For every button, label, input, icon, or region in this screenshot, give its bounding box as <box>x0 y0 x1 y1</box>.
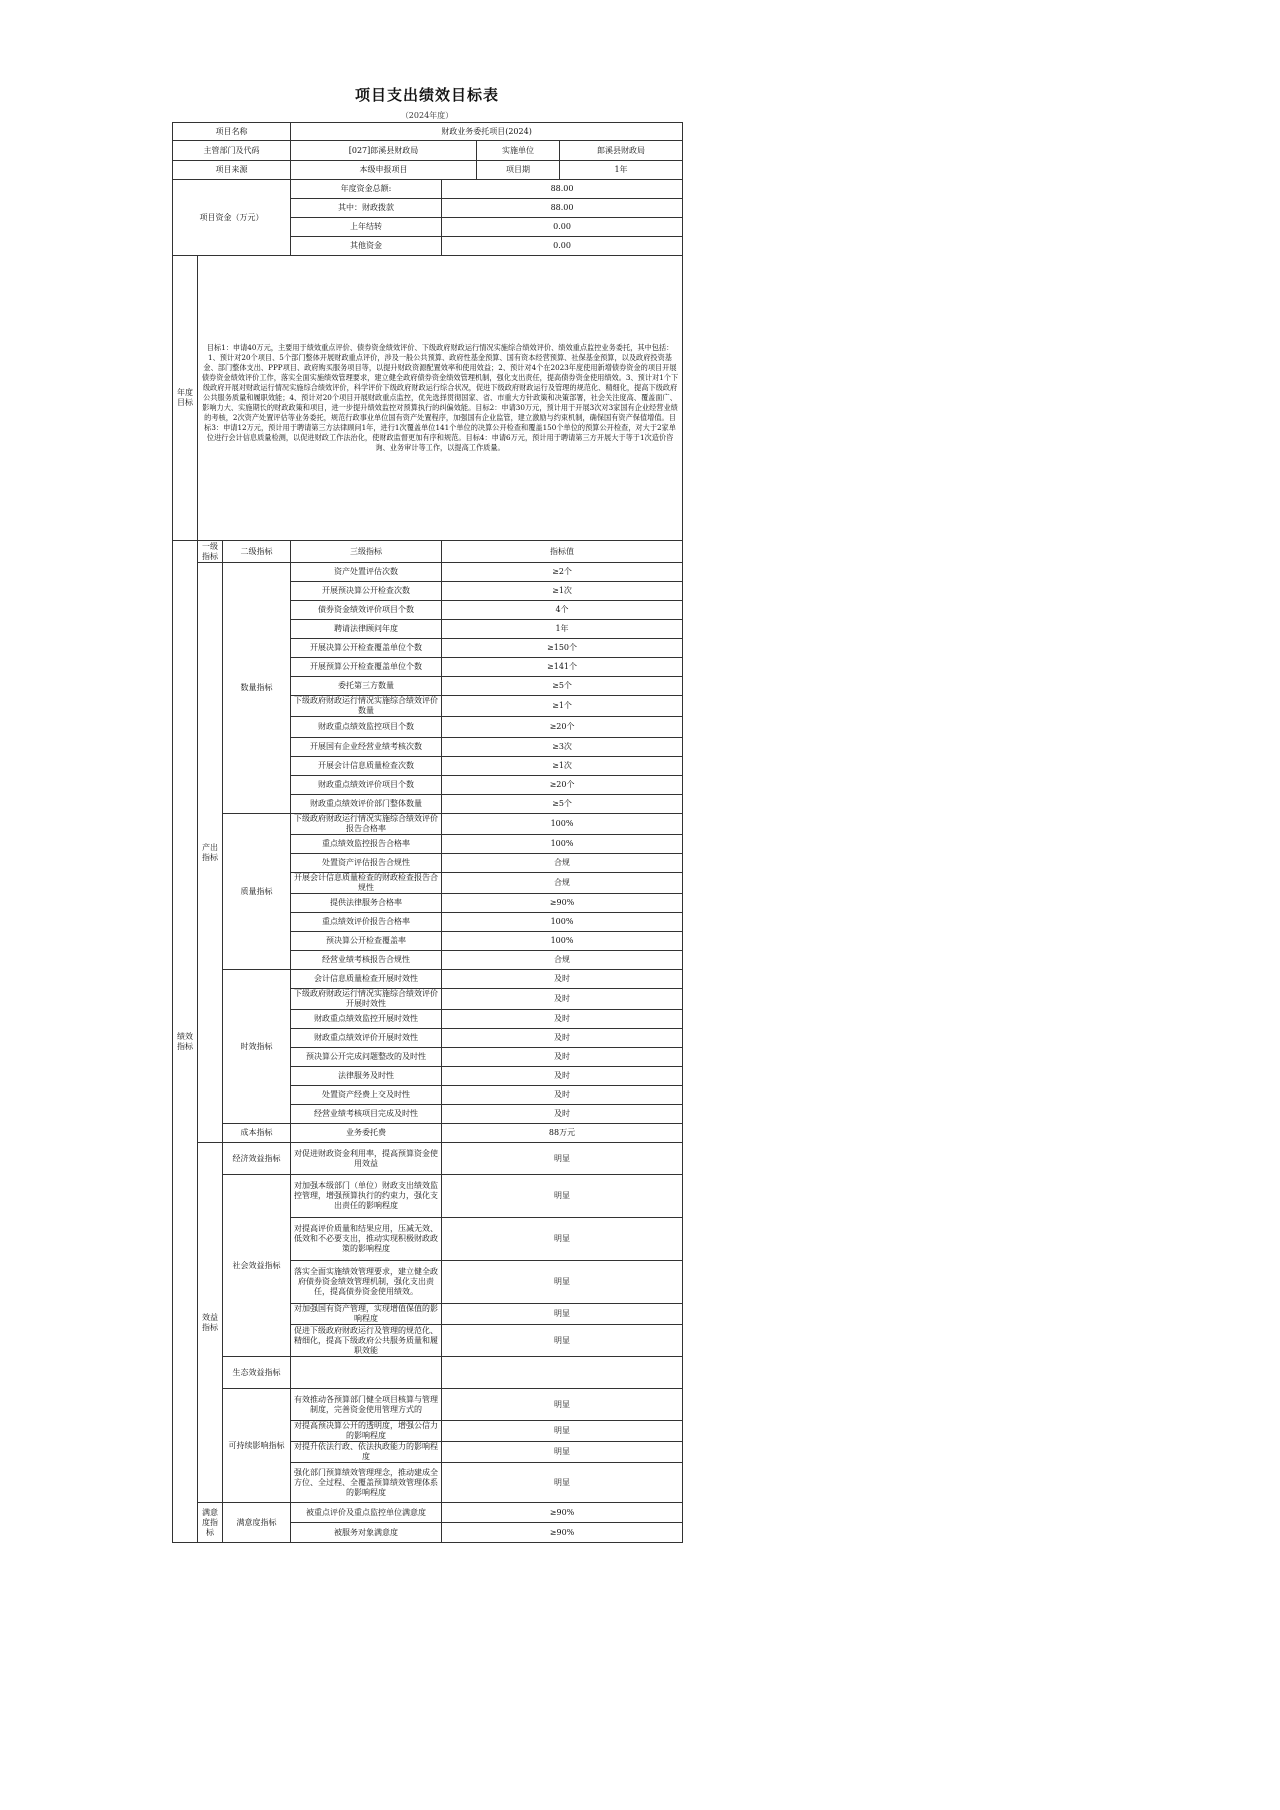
indicator-name: 下级政府财政运行情况实施综合绩效评价数量 <box>291 696 442 717</box>
indicator-name: 重点绩效监控报告合格率 <box>291 835 442 854</box>
quantity-section-label: 数量指标 <box>223 563 291 814</box>
indicator-name: 对提升依法行政、依法执政能力的影响程度 <box>291 1442 442 1463</box>
indicator-name: 对加强本级部门（单位）财政支出绩效监控管理，增强预算执行的约束力，强化支出责任的影响程度 <box>291 1175 442 1218</box>
indicator-value: 88万元 <box>442 1124 683 1143</box>
indicator-name: 开展决算公开检查覆盖单位个数 <box>291 639 442 658</box>
header-value: 指标值 <box>442 541 683 563</box>
indicator-row <box>173 970 683 989</box>
indicator-row <box>173 1503 683 1523</box>
dept-value: [027]郎溪县财政局 <box>291 141 477 161</box>
quality-section-label: 质量指标 <box>223 814 291 970</box>
funds-other-label: 其他资金 <box>291 237 442 256</box>
indicator-value: 100% <box>442 932 683 951</box>
indicator-name: 提供法律服务合格率 <box>291 894 442 913</box>
indicator-value: 及时 <box>442 1029 683 1048</box>
indicator-value: 及时 <box>442 1067 683 1086</box>
funds-fiscal-value: 88.00 <box>442 199 683 218</box>
indicator-name: 被服务对象满意度 <box>291 1523 442 1543</box>
indicator-name: 开展会计信息质量检查次数 <box>291 757 442 776</box>
indicator-name: 重点绩效评价报告合格率 <box>291 913 442 932</box>
indicator-name: 经营业绩考核项目完成及时性 <box>291 1105 442 1124</box>
benefit-indicator-label: 效益指标 <box>198 1143 223 1503</box>
indicator-value: ≥141个 <box>442 658 683 677</box>
indicator-value: 明显 <box>442 1421 683 1442</box>
funds-fiscal-label: 其中：财政拨款 <box>291 199 442 218</box>
indicator-value: ≥150个 <box>442 639 683 658</box>
indicator-name: 法律服务及时性 <box>291 1067 442 1086</box>
indicator-value: ≥90% <box>442 894 683 913</box>
goal-text: 目标1：申请40万元，主要用于绩效重点评价、债券资金绩效评价、下级政府财政运行情况实施综合绩效评价、绩效重点监控业务委托，其中包括：1、预计对20个项目、5个部门整体开展财政重点评价，涉及一般公共预算、政府性基金预算、国有资本经营预算、社保基金预算，以及政府投资基金、部门整体支出、PPP项目、政府购买服务项目等，以提升财政资源配置效率和使用效益；2、预计对4个在2023年度使用新增债券资金的项目开展债券资金绩效评价工作，落实全面实施绩效管理要求，建立健全政府债券资金绩效管理机制，强化支出责任，提高债券资金使用绩效。3、预计对1个下级政府开展对财政运行情况实施综合绩效评价，科学评价下级政府财政运行综合状况，促进下级政府财政运行及管理的规范化、精细化，提高下级政府公共服务质量和履职效能；4、预计对20个项目开展财政重点监控，优先选择贯彻国家、省、市重大方针政策和决策部署，社会关注度高、覆盖面广、影响力大、实施期长的财政政策和项目，进一步提升绩效监控对预算执行的纠偏效能。目标2：申请30万元，预计用于开展3次对3家国有企业经营业绩的考核，2次资产处置评估等业务委托，规范行政事业单位国有资产处置程序，加强国有企业监管，建立激励与约束机制，确保国有资产保值增值。目标3：申请12万元，预计用于聘请第三方法律顾问1年，进行1次覆盖单位141个单位的决算公开检查和覆盖150个单位的预算公开检查，对大于2家单位进行会计信息质量检测，以促进财政工作法治化，使财政监督更加有序和规范。目标4：申请6万元，预计用于聘请第三方开展大于等于1次造价咨询、业务审计等工作，以提高工作质量。 <box>198 256 683 541</box>
indicator-name <box>291 1357 442 1389</box>
indicator-name: 有效推动各预算部门健全项目核算与管理制度，完善资金使用管理方式的 <box>291 1389 442 1421</box>
indicator-name: 债券资金绩效评价项目个数 <box>291 601 442 620</box>
indicator-row <box>173 1357 683 1389</box>
indicator-row <box>173 1124 683 1143</box>
indicator-value: ≥20个 <box>442 776 683 795</box>
source-label: 项目来源 <box>173 161 291 180</box>
project-name-label: 项目名称 <box>173 123 291 141</box>
indicator-name: 促进下级政府财政运行及管理的规范化、精细化，提高下级政府公共服务质量和履职效能 <box>291 1325 442 1357</box>
indicator-name: 被重点评价及重点监控单位满意度 <box>291 1503 442 1523</box>
funds-carry-label: 上年结转 <box>291 218 442 237</box>
indicator-value: 1年 <box>442 620 683 639</box>
indicator-row <box>173 1143 683 1175</box>
indicator-name: 聘请法律顾问年度 <box>291 620 442 639</box>
indicator-value: 合规 <box>442 951 683 970</box>
indicator-value: ≥1次 <box>442 582 683 601</box>
indicator-name: 强化部门预算绩效管理理念，推动建成全方位、全过程、全覆盖预算绩效管理体系的影响程度 <box>291 1463 442 1503</box>
indicator-name: 开展会计信息质量检查的财政检查报告合规性 <box>291 873 442 894</box>
eco-section-label: 生态效益指标 <box>223 1357 291 1389</box>
indicator-value: ≥5个 <box>442 677 683 696</box>
header-level3: 三级指标 <box>291 541 442 563</box>
funds-other-value: 0.00 <box>442 237 683 256</box>
dept-label: 主管部门及代码 <box>173 141 291 161</box>
indicator-name: 下级政府财政运行情况实施综合绩效评价开展时效性 <box>291 989 442 1010</box>
indicator-value: 及时 <box>442 1105 683 1124</box>
indicator-value: 100% <box>442 835 683 854</box>
indicator-name: 落实全面实施绩效管理要求，建立健全政府债券资金绩效管理机制，强化支出责任，提高债券资金使用绩效。 <box>291 1261 442 1304</box>
indicator-value: 及时 <box>442 1010 683 1029</box>
indicator-value: ≥1次 <box>442 757 683 776</box>
indicator-name: 下级政府财政运行情况实施综合绩效评价报告合格率 <box>291 814 442 835</box>
funds-label: 项目资金（万元） <box>173 180 291 256</box>
funds-total-row <box>173 180 683 199</box>
indicator-name: 财政重点绩效评价部门整体数量 <box>291 795 442 814</box>
indicator-value: 及时 <box>442 1086 683 1105</box>
indicator-value: ≥2个 <box>442 563 683 582</box>
indicator-value: 明显 <box>442 1389 683 1421</box>
indicator-value: 明显 <box>442 1261 683 1304</box>
indicator-row <box>173 814 683 835</box>
indicator-name: 财政重点绩效监控项目个数 <box>291 717 442 738</box>
indicator-name: 处置资产评估报告合规性 <box>291 854 442 873</box>
indicator-value: 明显 <box>442 1442 683 1463</box>
indicator-value: 明显 <box>442 1218 683 1261</box>
header-level2: 二级指标 <box>223 541 291 563</box>
indicator-value: ≥20个 <box>442 717 683 738</box>
funds-total-label: 年度资金总额: <box>291 180 442 199</box>
indicator-row <box>173 1389 683 1421</box>
indicator-value: 合规 <box>442 873 683 894</box>
indicator-name: 开展预算公开检查覆盖单位个数 <box>291 658 442 677</box>
satisfaction-indicator-label: 满意度指标 <box>198 1503 223 1543</box>
period-label: 项目期 <box>477 161 560 180</box>
perf-indicator-label: 绩效指标 <box>173 541 198 1543</box>
indicator-value: 合规 <box>442 854 683 873</box>
impl-unit-label: 实施单位 <box>477 141 560 161</box>
impl-unit-value: 郎溪县财政局 <box>560 141 683 161</box>
econ-section-label: 经济效益指标 <box>223 1143 291 1175</box>
goal-label: 年度目标 <box>173 256 198 541</box>
indicator-name: 业务委托费 <box>291 1124 442 1143</box>
indicator-name: 资产处置评估次数 <box>291 563 442 582</box>
indicator-name: 对提高评价质量和结果应用，压减无效、低效和不必要支出，推动实现积极财政政策的影响程度 <box>291 1218 442 1261</box>
sustain-section-label: 可持续影响指标 <box>223 1389 291 1503</box>
project-name-row <box>173 123 683 141</box>
year-note: （2024年度） <box>400 111 454 120</box>
indicator-name: 对提高预决算公开的透明度，增强公信力的影响程度 <box>291 1421 442 1442</box>
indicator-name: 委托第三方数量 <box>291 677 442 696</box>
indicator-name: 对促进财政资金利用率，提高预算资金使用效益 <box>291 1143 442 1175</box>
funds-carry-value: 0.00 <box>442 218 683 237</box>
indicator-value: 明显 <box>442 1325 683 1357</box>
cost-section-label: 成本指标 <box>223 1124 291 1143</box>
dept-row <box>173 141 683 161</box>
indicator-value: 明显 <box>442 1175 683 1218</box>
indicator-value: 明显 <box>442 1463 683 1503</box>
indicator-name: 财政重点绩效监控开展时效性 <box>291 1010 442 1029</box>
indicator-value: ≥1个 <box>442 696 683 717</box>
indicator-name: 预决算公开完成问题整改的及时性 <box>291 1048 442 1067</box>
indicator-value: ≥90% <box>442 1523 683 1543</box>
indicator-name: 会计信息质量检查开展时效性 <box>291 970 442 989</box>
time-section-label: 时效指标 <box>223 970 291 1124</box>
header-level1: 一级指标 <box>198 541 223 563</box>
indicator-value <box>442 1357 683 1389</box>
indicator-name: 开展预决算公开检查次数 <box>291 582 442 601</box>
social-section-label: 社会效益指标 <box>223 1175 291 1357</box>
header-row <box>173 541 683 563</box>
indicator-value: 4个 <box>442 601 683 620</box>
indicator-name: 财政重点绩效评价项目个数 <box>291 776 442 795</box>
funds-total-value: 88.00 <box>442 180 683 199</box>
indicator-value: ≥90% <box>442 1503 683 1523</box>
source-row <box>173 161 683 180</box>
indicator-name: 财政重点绩效评价开展时效性 <box>291 1029 442 1048</box>
indicator-value: ≥3次 <box>442 738 683 757</box>
performance-table <box>172 122 683 1543</box>
indicator-value: 及时 <box>442 989 683 1010</box>
project-name-value: 财政业务委托项目(2024) <box>291 123 683 141</box>
indicator-value: 明显 <box>442 1143 683 1175</box>
output-indicator-label: 产出指标 <box>198 563 223 1143</box>
indicator-row <box>173 1175 683 1218</box>
indicator-row <box>173 563 683 582</box>
indicator-name: 经营业绩考核报告合规性 <box>291 951 442 970</box>
goal-row <box>173 256 683 541</box>
indicator-value: 及时 <box>442 970 683 989</box>
source-value: 本级申报项目 <box>291 161 477 180</box>
indicator-value: 100% <box>442 913 683 932</box>
indicator-name: 对加强国有资产管理，实现增值保值的影响程度 <box>291 1304 442 1325</box>
satis-section-label: 满意度指标 <box>223 1503 291 1543</box>
indicator-value: 明显 <box>442 1304 683 1325</box>
indicator-name: 预决算公开检查覆盖率 <box>291 932 442 951</box>
indicator-value: 及时 <box>442 1048 683 1067</box>
indicator-value: 100% <box>442 814 683 835</box>
indicator-name: 开展国有企业经营业绩考核次数 <box>291 738 442 757</box>
indicator-name: 处置资产经费上交及时性 <box>291 1086 442 1105</box>
period-value: 1年 <box>560 161 683 180</box>
indicator-value: ≥5个 <box>442 795 683 814</box>
page-title: 项目支出绩效目标表 <box>354 86 499 104</box>
